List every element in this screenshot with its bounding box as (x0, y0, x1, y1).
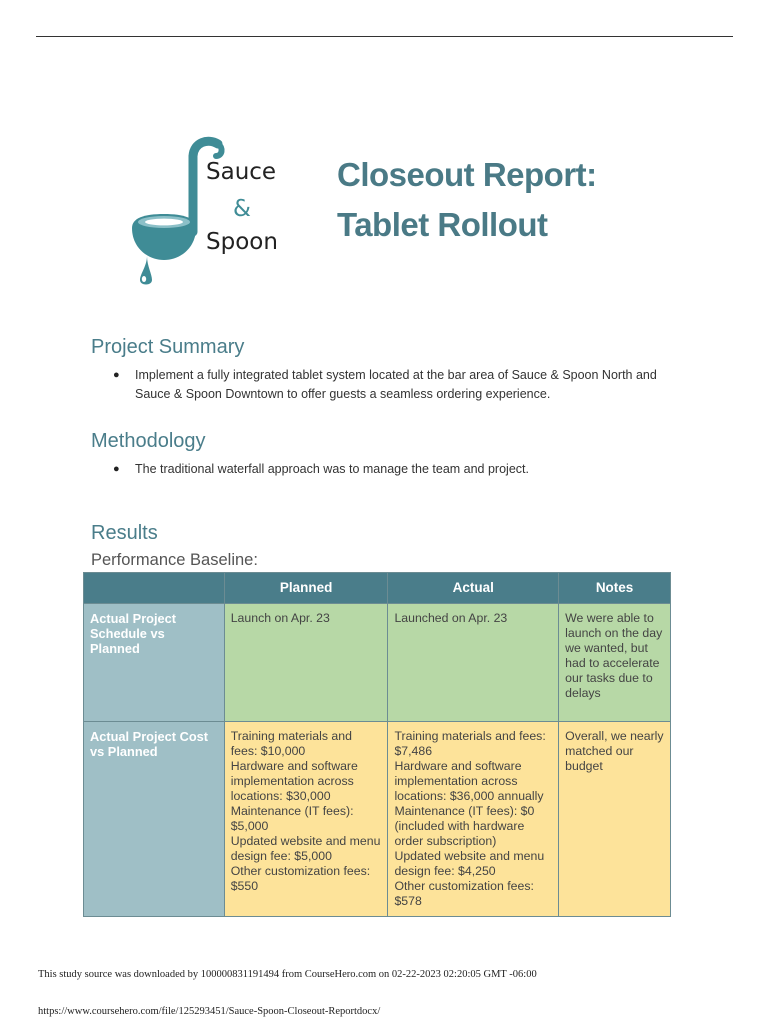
title-line-1: Closeout Report: (337, 156, 597, 193)
table-row (84, 604, 671, 722)
cell-text: Updated website and menu design fee: $5,000 (230, 834, 381, 863)
cell-text: Hardware and software implementation across locations: $30,000 (230, 759, 358, 803)
top-rule (36, 36, 733, 37)
cost-actual-cell (388, 722, 559, 917)
bullet-dot-icon: ● (113, 463, 120, 475)
cell-text: Training materials and fees: $10,000 (230, 729, 352, 758)
report-title (337, 150, 597, 250)
schedule-actual-cell (388, 604, 559, 722)
cell-text: Launched on Apr. 23 (394, 611, 508, 625)
table-row (84, 722, 671, 917)
schedule-notes-cell (559, 604, 671, 722)
header-cell-notes: Notes (559, 573, 671, 604)
cell-text: Overall, we nearly matched our budget (565, 729, 664, 773)
row-label-schedule: Actual Project Schedule vs Planned (84, 604, 225, 722)
row-label-cost: Actual Project Cost vs Planned (84, 722, 225, 917)
methodology-bullet (113, 460, 695, 479)
results-heading: Results (91, 522, 158, 544)
cell-text: Training materials and fees: $7,486 (394, 729, 546, 758)
header-cell-planned: Planned (224, 573, 388, 604)
cell-text: Other customization fees: $578 (394, 879, 534, 908)
source-url[interactable]: https://www.coursehero.com/file/125293451/Sauce-Spoon-Closeout-Reportdocx/ (38, 1006, 381, 1017)
project-summary-heading: Project Summary (91, 336, 245, 358)
title-line-2: Tablet Rollout (337, 206, 548, 243)
cost-planned-cell (224, 722, 388, 917)
header-cell-actual: Actual (388, 573, 559, 604)
logo-word-spoon: Spoon (206, 229, 278, 255)
cell-text: Launch on Apr. 23 (230, 611, 330, 625)
performance-baseline-heading: Performance Baseline: (91, 551, 258, 569)
cell-text: Maintenance (IT fees): $0 (included with hardware order subscription) (394, 804, 535, 848)
download-note: This study source was downloaded by 100000831191494 from CourseHero.com on 02-22-2023 02:20:05 GMT -06:00 (38, 969, 537, 980)
schedule-planned-cell (224, 604, 388, 722)
logo-word-sauce: Sauce (206, 159, 277, 185)
sauce-and-spoon-logo (126, 136, 286, 296)
logo-ampersand: & (233, 196, 251, 222)
bullet-dot-icon: ● (113, 369, 120, 381)
methodology-text: The traditional waterfall approach was to manage the team and project. (135, 462, 529, 476)
cell-text: Other customization fees: $550 (230, 864, 371, 893)
cell-text: We were able to launch on the day we wanted, but had to accelerate our tasks due to delays (565, 611, 663, 700)
cell-text: Hardware and software implementation across locations: $36,000 annually (394, 759, 544, 803)
project-summary-bullet (113, 366, 695, 404)
performance-baseline-table (83, 572, 671, 917)
methodology-heading: Methodology (91, 430, 206, 452)
header-cell-blank (84, 573, 225, 604)
cell-text: Updated website and menu design fee: $4,250 (394, 849, 545, 878)
table-header-row (84, 573, 671, 604)
cell-text: Maintenance (IT fees): $5,000 (230, 804, 354, 833)
cost-notes-cell (559, 722, 671, 917)
project-summary-text: Implement a fully integrated tablet system located at the bar area of Sauce & Spoon North and Sauce & Spoon Downtown to offer guests a seamless ordering experience. (135, 368, 657, 401)
